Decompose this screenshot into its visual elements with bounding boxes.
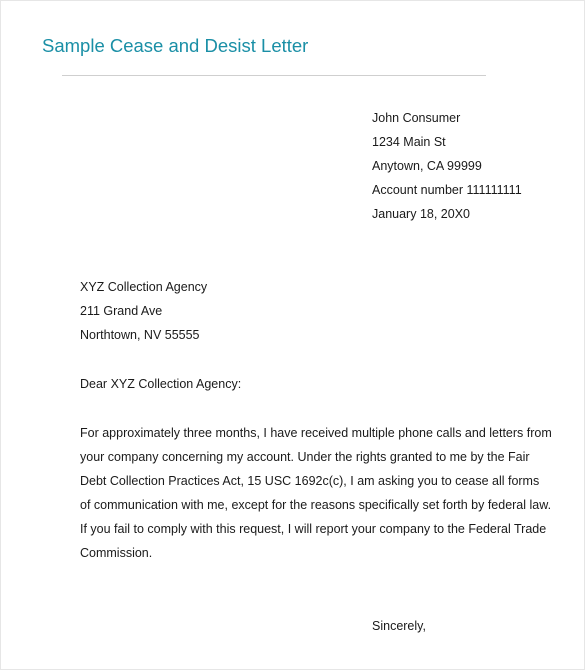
body-line: Debt Collection Practices Act, 15 USC 1692c(c), I am asking you to cease all forms <box>80 474 540 488</box>
body-line: Commission. <box>80 546 153 560</box>
body-line: If you fail to comply with this request, I will report your company to the Federal Trade <box>80 522 547 536</box>
title-divider <box>62 75 486 76</box>
body-line: For approximately three months, I have received multiple phone calls and letters from <box>80 426 552 440</box>
body-line: of communication with me, except for the reasons specifically set forth by federal law. <box>80 498 552 512</box>
body-line: your company concerning my account. Under the rights granted to me by the Fair <box>80 450 530 464</box>
sender-account-number: Account number 111111111 <box>372 183 522 197</box>
recipient-street: 211 Grand Ave <box>80 304 163 318</box>
sender-street: 1234 Main St <box>372 135 446 149</box>
letter-date: January 18, 20X0 <box>372 207 470 221</box>
document-title: Sample Cease and Desist Letter <box>42 35 309 56</box>
salutation: Dear XYZ Collection Agency: <box>80 377 242 391</box>
recipient-name: XYZ Collection Agency <box>80 280 208 294</box>
sender-name: John Consumer <box>372 111 461 125</box>
closing: Sincerely, <box>372 619 426 633</box>
recipient-city-state-zip: Northtown, NV 55555 <box>80 328 200 342</box>
sender-city-state-zip: Anytown, CA 99999 <box>372 159 482 173</box>
